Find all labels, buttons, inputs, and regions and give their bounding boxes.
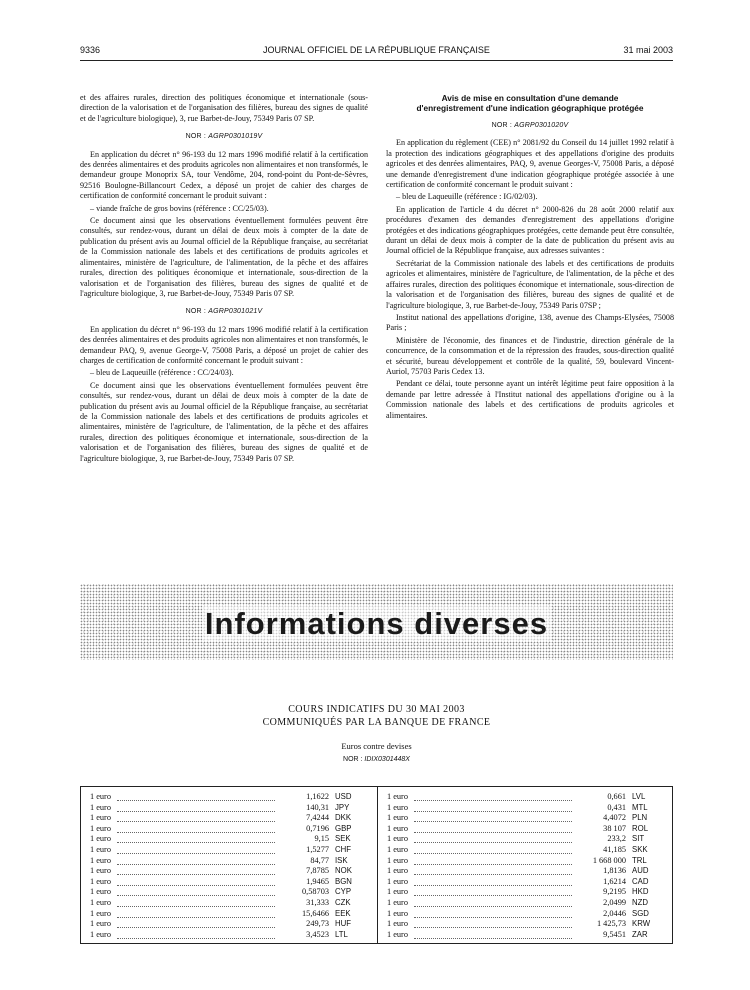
rate-row	[387, 792, 657, 803]
rate-value: 84,77	[310, 855, 329, 865]
rate-row	[387, 824, 657, 835]
rate-value: 9,15	[314, 834, 329, 844]
currency-code: NZD	[632, 897, 649, 907]
rate-unit-label: 1 euro	[387, 844, 408, 854]
nor-code: IDIX0301448X	[364, 756, 410, 763]
notice-paragraph: Ce document ainsi que les observations éventuellement formulées peuvent être consultés, sur rendez-vous, durant un délai de deux mois à compter de la date de publication du présent avis au Journal officiel de la République française, au secrétariat de la Commission nationale des labels et des certifications de produits agricoles et alimentaires, ministère de l'agriculture, de l'alimentation, de la pêche et des affaires rurales, direction des politiques économique et internationale, sous-direction de la valorisation et de l'organisation des filières, bureau des signes de qualité et de l'agriculture biologique, 3, rue Barbet-de-Jouy, 75349 Paris 07 SP.	[80, 380, 368, 463]
currency-code: PLN	[632, 813, 648, 823]
dot-leader	[117, 819, 275, 822]
dot-leader	[117, 809, 275, 812]
currency-code: MTL	[632, 802, 648, 812]
rate-value: 4,4072	[603, 813, 626, 823]
rate-value: 249,73	[306, 919, 329, 929]
currency-code: SEK	[335, 834, 351, 844]
rates-subtitle: Euros contre devises	[341, 741, 412, 751]
intro-paragraph: et des affaires rurales, direction des politiques économique et internationale (sous-direction de la valorisation et de l'organisation des filières, bureau des signes de qualité et de l'agriculture biologique), 3, rue Barbet-de-Jouy, 75349 Paris 07 SP.	[80, 93, 368, 123]
rate-unit-label: 1 euro	[90, 897, 111, 907]
rate-value: 15,6466	[302, 908, 329, 918]
left-column	[80, 93, 368, 466]
nor-reference	[80, 132, 368, 142]
rate-unit-label: 1 euro	[387, 823, 408, 833]
rate-unit-label: 1 euro	[90, 813, 111, 823]
currency-code: BGN	[335, 876, 352, 886]
rate-unit-label: 1 euro	[387, 866, 408, 876]
currency-code: HKD	[632, 887, 649, 897]
dot-leader	[414, 798, 572, 801]
currency-code: KRW	[632, 919, 651, 929]
currency-code: GBP	[335, 823, 352, 833]
rate-unit-label: 1 euro	[90, 855, 111, 865]
currency-code: ISK	[335, 855, 348, 865]
rate-row	[90, 877, 360, 888]
currency-code: CYP	[335, 887, 352, 897]
rate-value: 0,661	[607, 792, 626, 801]
rate-row	[387, 898, 657, 909]
rate-row	[387, 866, 657, 877]
currency-code: ZAR	[632, 929, 648, 939]
currency-code: CAD	[632, 876, 649, 886]
dot-leader	[117, 851, 275, 854]
dot-leader	[414, 936, 572, 939]
currency-code: DKK	[335, 813, 352, 823]
rate-row	[90, 834, 360, 845]
currency-code: AUD	[632, 866, 649, 876]
rate-row	[90, 813, 360, 824]
address-paragraph: Institut national des appellations d'origine, 138, avenue des Champs-Elysées, 75008 Paris ;	[386, 312, 674, 333]
rate-unit-label: 1 euro	[90, 908, 111, 918]
product-item: – bleu de Laqueuille (référence : CC/24/03).	[90, 368, 234, 378]
rate-row	[90, 792, 360, 803]
rate-value: 233,2	[607, 834, 626, 844]
rate-value: 1,1622	[306, 792, 329, 801]
dot-leader	[414, 904, 572, 907]
right-column	[386, 93, 674, 423]
nor-reference	[386, 121, 674, 131]
rate-unit-label: 1 euro	[90, 792, 111, 801]
dot-leader	[414, 851, 572, 854]
rate-row	[90, 930, 360, 941]
rate-value: 140,31	[306, 802, 329, 812]
product-item: – bleu de Laqueuille (référence : IG/02/03).	[396, 192, 538, 202]
rate-unit-label: 1 euro	[90, 844, 111, 854]
dot-leader	[414, 872, 572, 875]
nor-code: AGRP0301021V	[208, 308, 263, 316]
rate-value: 0,431	[607, 802, 626, 812]
rate-unit-label: 1 euro	[387, 792, 408, 801]
nor-label: NOR :	[185, 308, 207, 316]
rate-unit-label: 1 euro	[90, 929, 111, 939]
notice-paragraph: Ce document ainsi que les observations éventuellement formulées peuvent être consultés, sur rendez-vous, durant un délai de deux mois à compter de la date de publication du présent avis au Journal officiel de la République française, au secrétariat de la Commission nationale des labels et des certifications de produits agricoles et alimentaires, ministère de l'agriculture, de l'alimentation, de la pêche et des affaires rurales, direction des politiques économique et internationale, sous-direction de la valorisation et de l'organisation des filières, bureau des signes de qualité et de l'agriculture biologique, 3, rue Barbet-de-Jouy, 75349 Paris 07 SP.	[80, 216, 368, 298]
dot-leader	[414, 840, 572, 843]
currency-code: NOK	[335, 866, 352, 876]
notice-paragraph: En application du règlement (CEE) n° 2081/92 du Conseil du 14 juillet 1992 relatif à la protection des indications géographiques et des appellations d'origine des produits agricoles et des denrées alimentaires, PAQ, 9, avenue Georges-V, 75008 Paris, a déposé une demande d'enregistrement d'une indication géographique protégée associée à une certification de conformité concernant le produit suivant :	[386, 138, 674, 190]
nor-label: NOR :	[185, 133, 207, 141]
rate-value: 0,58703	[302, 887, 329, 897]
currency-code: TRL	[632, 855, 647, 865]
rate-row	[90, 856, 360, 867]
rate-value: 0,7196	[306, 823, 329, 833]
dot-leader	[117, 915, 275, 918]
currency-code: USD	[335, 792, 352, 801]
rate-value: 1,5277	[306, 844, 329, 854]
section-title: Informations diverses	[202, 606, 551, 641]
dot-leader	[117, 925, 275, 928]
rate-row	[387, 803, 657, 814]
notice-paragraph: Pendant ce délai, toute personne ayant un intérêt légitime peut faire opposition à la demande par lettre adressée à l'Institut national des appellations d'origine ou à la Commission nationale des labels et des certifications de produits agricoles et alimentaires.	[386, 379, 674, 420]
rate-unit-label: 1 euro	[90, 823, 111, 833]
dot-leader	[117, 936, 275, 939]
rate-unit-label: 1 euro	[387, 834, 408, 844]
dot-leader	[414, 893, 572, 896]
page-number: 9336	[80, 45, 101, 55]
currency-code: LVL	[632, 792, 646, 801]
dot-leader	[414, 925, 572, 928]
dot-leader	[414, 809, 572, 812]
dot-leader	[117, 862, 275, 865]
notice-title	[386, 93, 674, 113]
rate-value: 9,5451	[603, 929, 626, 939]
rate-row	[90, 824, 360, 835]
rate-row	[387, 909, 657, 920]
rate-row	[387, 834, 657, 845]
notice-title-line: Avis de mise en consultation d'une demande	[441, 93, 619, 103]
rates-source: COMMUNIQUÉS PAR LA BANQUE DE FRANCE	[262, 717, 491, 728]
journal-title: JOURNAL OFFICIEL DE LA RÉPUBLIQUE FRANÇAISE	[263, 45, 490, 55]
dot-leader	[414, 862, 572, 865]
exchange-rate-table	[80, 786, 673, 944]
dot-leader	[117, 798, 275, 801]
rate-value: 31,333	[306, 897, 329, 907]
rate-unit-label: 1 euro	[90, 876, 111, 886]
dot-leader	[414, 830, 572, 833]
rate-row	[387, 887, 657, 898]
product-item: – viande fraîche de gros bovins (référence : CC/25/03).	[90, 203, 269, 213]
rate-row	[387, 877, 657, 888]
rate-unit-label: 1 euro	[90, 866, 111, 876]
rate-unit-label: 1 euro	[387, 855, 408, 865]
dot-leader	[117, 883, 275, 886]
header-rule	[80, 60, 673, 61]
nor-code: AGRP0301020V	[514, 122, 569, 129]
address-paragraph: Ministère de l'économie, des finances et de l'industrie, direction générale de la concurrence, de la consommation et de la répression des fraudes, sous-direction qualité et sécurité, bureau développement et contrôle de la qualité, 59, boulevard Vincent-Auriol, 75703 Paris Cedex 13.	[386, 335, 674, 376]
currency-code: EEK	[335, 908, 351, 918]
rate-value: 1 425,73	[596, 919, 626, 929]
rate-unit-label: 1 euro	[387, 919, 408, 929]
dot-leader	[117, 904, 275, 907]
rate-value: 38 107	[603, 823, 626, 833]
page-header	[80, 45, 673, 59]
rate-value: 1,6214	[603, 876, 626, 886]
rate-value: 1,8136	[603, 866, 626, 876]
rate-row	[90, 845, 360, 856]
notice-paragraph: En application du décret n° 96-193 du 12 mars 1996 modifié relatif à la certification des denrées alimentaires et des produits agricoles non alimentaires et non transformés, le demandeur groupe Monoprix SA, tour Vendôme, 204, rond-point du Pont-de-Sèvres, 92516 Boulogne-Billancourt Cedex, a déposé un projet de cahier des charges de certification de conformité concernant le produit suivant :	[80, 149, 368, 201]
nor-label: NOR :	[343, 756, 363, 763]
notice-title-line: d'enregistrement d'une indication géographique protégée	[416, 103, 644, 113]
rate-row	[90, 803, 360, 814]
dot-leader	[117, 893, 275, 896]
currency-code: SGD	[632, 908, 649, 918]
rates-column-right	[387, 792, 657, 940]
currency-code: CZK	[335, 897, 351, 907]
rate-row	[90, 866, 360, 877]
dot-leader	[414, 915, 572, 918]
rate-unit-label: 1 euro	[90, 802, 111, 812]
rate-row	[90, 898, 360, 909]
rate-unit-label: 1 euro	[90, 919, 111, 929]
nor-label: NOR :	[491, 122, 513, 129]
dot-leader	[117, 872, 275, 875]
currency-code: SKK	[632, 844, 648, 854]
currency-code: HUF	[335, 919, 352, 929]
notice-paragraph: En application du décret n° 96-193 du 12 mars 1996 modifié relatif à la certification des denrées alimentaires et des produits agricoles non alimentaires et non transformés, le demandeur PAQ, 9, avenue George-V, 75008 Paris, a déposé un projet de cahier des charges de certification de conformité concernant le produit suivant :	[80, 324, 368, 365]
rate-row	[387, 845, 657, 856]
dot-leader	[414, 819, 572, 822]
rate-value: 41,185	[603, 844, 626, 854]
dot-leader	[117, 840, 275, 843]
rate-unit-label: 1 euro	[387, 908, 408, 918]
rate-value: 2,0446	[603, 908, 626, 918]
currency-code: LTL	[335, 929, 348, 939]
rate-row	[387, 930, 657, 941]
dot-leader	[117, 830, 275, 833]
rates-column-left	[90, 792, 360, 940]
rate-value: 1,9465	[306, 876, 329, 886]
rate-row	[90, 887, 360, 898]
rate-row	[387, 813, 657, 824]
currency-code: ROL	[632, 823, 649, 833]
currency-code: CHF	[335, 844, 352, 854]
notice-paragraph: En application de l'article 4 du décret n° 2000-826 du 28 août 2000 relatif aux procédures d'examen des demandes d'enregistrement des appellations d'origine protégées et des indications géographiques protégées, cette demande peut être consultée, durant un délai de deux mois à compter de la date de publication du présent avis au Journal officiel de la République française, aux adresses suivantes :	[386, 204, 674, 256]
nor-reference	[80, 307, 368, 317]
rates-title: COURS INDICATIFS DU 30 MAI 2003	[288, 704, 465, 715]
rate-unit-label: 1 euro	[387, 876, 408, 886]
rate-value: 9,2195	[603, 887, 626, 897]
currency-code: SIT	[632, 834, 645, 844]
rate-unit-label: 1 euro	[387, 887, 408, 897]
address-paragraph: Secrétariat de la Commission nationale des labels et des certifications de produits agricoles et alimentaires, ministère de l'agriculture, de l'alimentation, de la pêche et des affaires rurales, direction des politiques économique et internationale, sous-direction de la valorisation et de l'organisation des filières, bureau des signes de qualité et de l'agriculture biologique, 3, rue Barbet-de-Jouy, 75349 Paris 07SP ;	[386, 258, 674, 310]
issue-date: 31 mai 2003	[623, 45, 673, 55]
currency-code: JPY	[335, 802, 350, 812]
rate-unit-label: 1 euro	[387, 929, 408, 939]
rate-unit-label: 1 euro	[387, 897, 408, 907]
section-banner	[80, 584, 673, 660]
rate-unit-label: 1 euro	[90, 887, 111, 897]
column-divider	[377, 787, 378, 943]
rate-row	[90, 909, 360, 920]
rate-value: 7,8785	[306, 866, 329, 876]
rate-unit-label: 1 euro	[90, 834, 111, 844]
dot-leader	[414, 883, 572, 886]
rate-unit-label: 1 euro	[387, 813, 408, 823]
rate-row	[387, 919, 657, 930]
rate-row	[387, 856, 657, 867]
rate-unit-label: 1 euro	[387, 802, 408, 812]
rate-value: 7,4244	[306, 813, 329, 823]
rate-value: 2,0499	[603, 897, 626, 907]
rate-value: 1 668 000	[592, 855, 626, 865]
nor-code: AGRP0301019V	[208, 133, 263, 141]
rate-value: 3,4523	[306, 929, 329, 939]
rate-row	[90, 919, 360, 930]
nor-reference	[80, 756, 673, 763]
